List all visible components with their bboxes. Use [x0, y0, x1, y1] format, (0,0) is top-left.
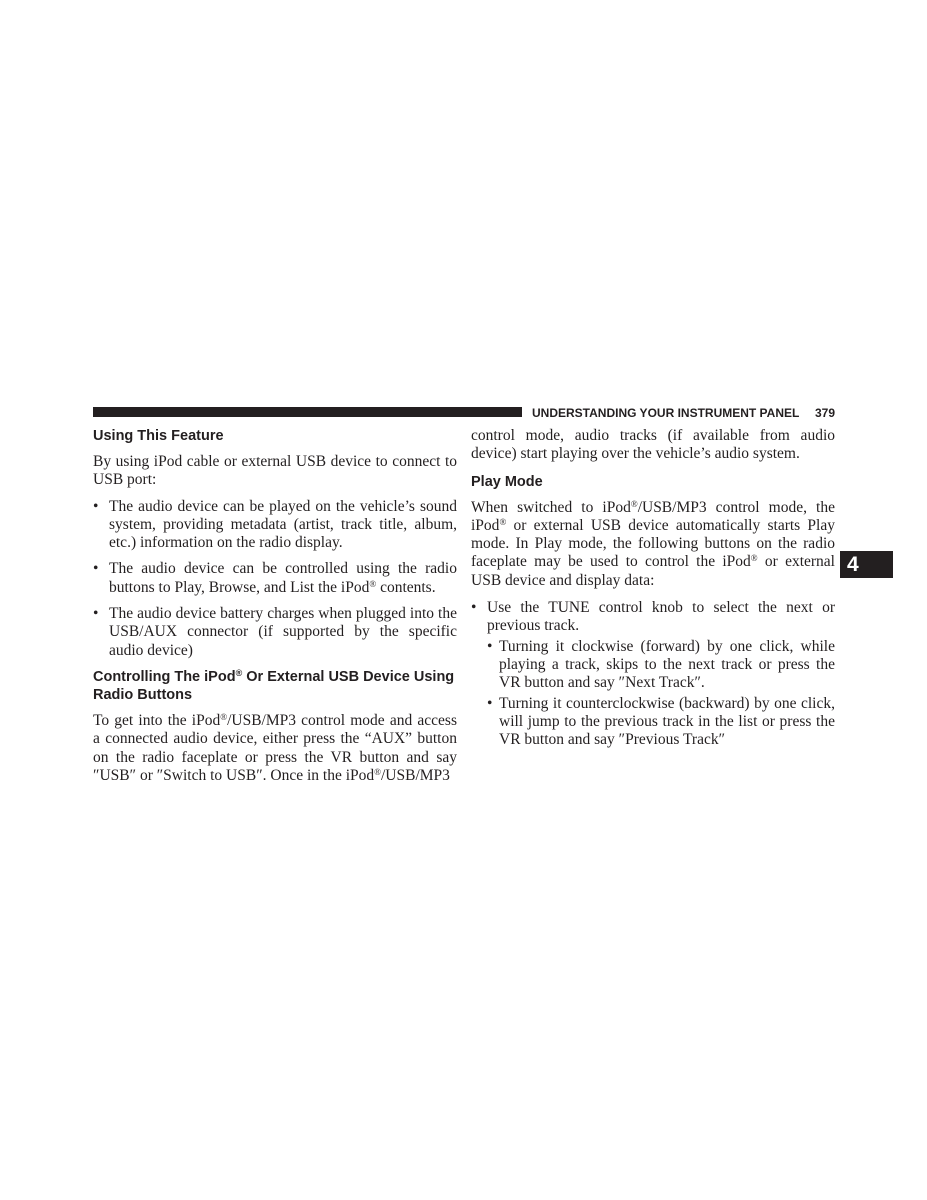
- control-mode-paragraph: To get into the iPod®/USB/MP3 control mode and access a connected audio device, either press the “AUX” button on the radio faceplate or press the VR button and say ″USB″ or ″Switch to USB″. Once in the iPod®/USB/MP3: [93, 711, 457, 784]
- right-column: [471, 426, 835, 749]
- sub-bullet-text: Turning it clockwise (forward) by one click, while playing a track, skips to the next track or press the VR button and say ″Next Track″.: [499, 637, 835, 692]
- list-item: [93, 498, 457, 553]
- chapter-tab: 4: [840, 551, 893, 578]
- heading-controlling-ipod: Controlling The iPod® Or External USB Device Using Radio Buttons: [93, 667, 455, 703]
- bullet-icon: •: [487, 694, 493, 712]
- list-item: [93, 605, 457, 660]
- bullet-icon: •: [93, 605, 99, 623]
- sub-list-item: [471, 638, 835, 693]
- intro-paragraph: By using iPod cable or external USB device to connect to USB port:: [93, 453, 457, 489]
- bullet-text: Use the TUNE control knob to select the next or previous track.: [487, 599, 835, 635]
- bullet-text: The audio device can be played on the vehicle’s sound system, providing metadata (artist, track title, album, etc.) information on the radio display.: [109, 497, 457, 552]
- bullet-text: The audio device can be controlled using the radio buttons to Play, Browse, and List the iPod® contents.: [109, 560, 457, 596]
- bullet-icon: •: [93, 560, 99, 578]
- sub-list-item: [471, 695, 835, 750]
- continuation-paragraph: control mode, audio tracks (if available from audio device) start playing over the vehicle’s audio system.: [471, 427, 835, 463]
- sub-bullet-text: Turning it counterclockwise (backward) by one click, will jump to the previous track in the list or press the VR button and say ″Previous Track″: [499, 694, 835, 749]
- header-rule: [93, 407, 522, 417]
- section-title: UNDERSTANDING YOUR INSTRUMENT PANEL: [532, 406, 800, 420]
- running-header: [532, 404, 835, 422]
- list-item: [93, 560, 457, 597]
- left-column: [93, 426, 457, 785]
- heading-play-mode: Play Mode: [471, 473, 543, 490]
- bullet-text: The audio device battery charges when plugged into the USB/AUX connector (if supported by the specific audio device): [109, 605, 457, 659]
- bullet-icon: •: [471, 599, 477, 617]
- bullet-icon: •: [487, 637, 493, 655]
- list-item: [471, 599, 835, 636]
- bullet-icon: •: [93, 497, 99, 515]
- heading-using-this-feature: Using This Feature: [93, 428, 224, 444]
- play-mode-paragraph: When switched to iPod®/USB/MP3 control mode, the iPod® or external USB device automatically starts Play mode. In Play mode, the following buttons on the radio faceplate may be used to control the iPod® or external USB device and display data:: [471, 498, 835, 589]
- page-number: 379: [814, 406, 835, 420]
